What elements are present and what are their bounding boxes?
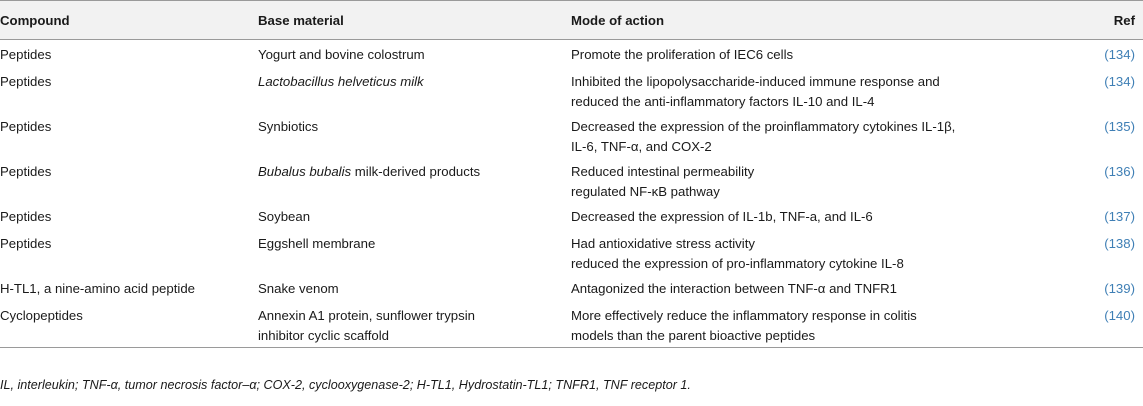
ref-link[interactable]: (134) (1104, 73, 1135, 89)
cell-compound: H-TL1, a nine-amino acid peptide (0, 280, 195, 296)
cell-base-material (252, 301, 565, 348)
mode-line: reduced the expression of pro-inflammatory cytokine IL-8 (571, 255, 904, 271)
cell-compound: Peptides (0, 208, 52, 224)
cell-compound: Peptides (0, 73, 52, 89)
ref-link[interactable]: (140) (1061, 301, 1143, 348)
base-material-rest: milk-derived products (351, 163, 481, 179)
header-ref: Ref (1061, 1, 1143, 40)
table-row (0, 274, 1143, 301)
base-material-italic: Lactobacillus helveticus milk (258, 73, 424, 89)
cell-mode-of-action (565, 202, 1061, 229)
cell-compound: Peptides (0, 163, 52, 179)
mode-line: Antagonized the interaction between TNF-α and TNFR1 (571, 280, 898, 296)
ref-link[interactable]: (138) (1104, 235, 1135, 251)
cell-base-material (252, 67, 565, 112)
cell-base-material: Yogurt and bovine colostrum (258, 47, 425, 62)
cell-mode-of-action (565, 112, 1061, 157)
mode-line: More effectively reduce the inflammatory response in colitis (571, 307, 917, 323)
table-row (0, 157, 1143, 202)
mode-line: models than the parent bioactive peptides (571, 327, 816, 343)
table-row (0, 301, 1143, 348)
cell-mode-of-action (565, 157, 1061, 202)
base-material-line: inhibitor cyclic scaffold (258, 327, 389, 343)
ref-link[interactable]: (139) (1104, 280, 1135, 296)
cell-mode-of-action (565, 40, 1061, 67)
header-base-material: Base material (252, 1, 565, 40)
mode-line: regulated NF-κB pathway (571, 183, 720, 199)
mode-line: Inhibited the lipopolysaccharide-induced immune response and (571, 73, 940, 89)
mode-line: Promote the proliferation of IEC6 cells (571, 47, 794, 62)
ref-link[interactable]: (137) (1104, 208, 1135, 224)
base-material-line: Annexin A1 protein, sunflower trypsin (258, 307, 475, 323)
ref-link[interactable]: (136) (1104, 163, 1135, 179)
base-material-italic: Bubalus bubalis (258, 163, 352, 179)
table-row (0, 40, 1143, 67)
mode-line: reduced the anti-inflammatory factors IL-10 and IL-4 (571, 93, 875, 109)
cell-base-material: Eggshell membrane (258, 235, 376, 251)
cell-mode-of-action (565, 67, 1061, 112)
cell-base-material: Synbiotics (258, 118, 319, 134)
cell-mode-of-action (565, 274, 1061, 301)
cell-compound: Peptides (0, 47, 52, 62)
mode-line: Had antioxidative stress activity (571, 235, 755, 251)
header-compound: Compound (0, 1, 252, 40)
mode-line: Reduced intestinal permeability (571, 163, 755, 179)
cell-compound: Peptides (0, 235, 52, 251)
mode-line: IL-6, TNF-α, and COX-2 (571, 138, 712, 154)
cell-compound: Cyclopeptides (0, 301, 252, 348)
table-row (0, 67, 1143, 112)
table-row (0, 229, 1143, 274)
cell-mode-of-action (565, 229, 1061, 274)
ref-link[interactable]: (134) (1104, 47, 1135, 62)
cell-compound: Peptides (0, 118, 52, 134)
cell-base-material: Soybean (258, 208, 311, 224)
table-footnote: IL, interleukin; TNF-α, tumor necrosis factor–α; COX-2, cyclooxygenase-2; H-TL1, Hydrostatin-TL1; TNFR1, TNF receptor 1. (0, 378, 691, 392)
cell-mode-of-action (565, 301, 1061, 348)
cell-base-material (252, 157, 565, 202)
header-row (0, 1, 1143, 40)
header-mode-of-action: Mode of action (565, 1, 1061, 40)
table-row (0, 202, 1143, 229)
mode-line: Decreased the expression of the proinflammatory cytokines IL-1β, (571, 118, 956, 134)
mode-line: Decreased the expression of IL-1b, TNF-a, and IL-6 (571, 208, 873, 224)
table-row (0, 112, 1143, 157)
ref-link[interactable]: (135) (1104, 118, 1135, 134)
cell-base-material: Snake venom (258, 280, 339, 296)
